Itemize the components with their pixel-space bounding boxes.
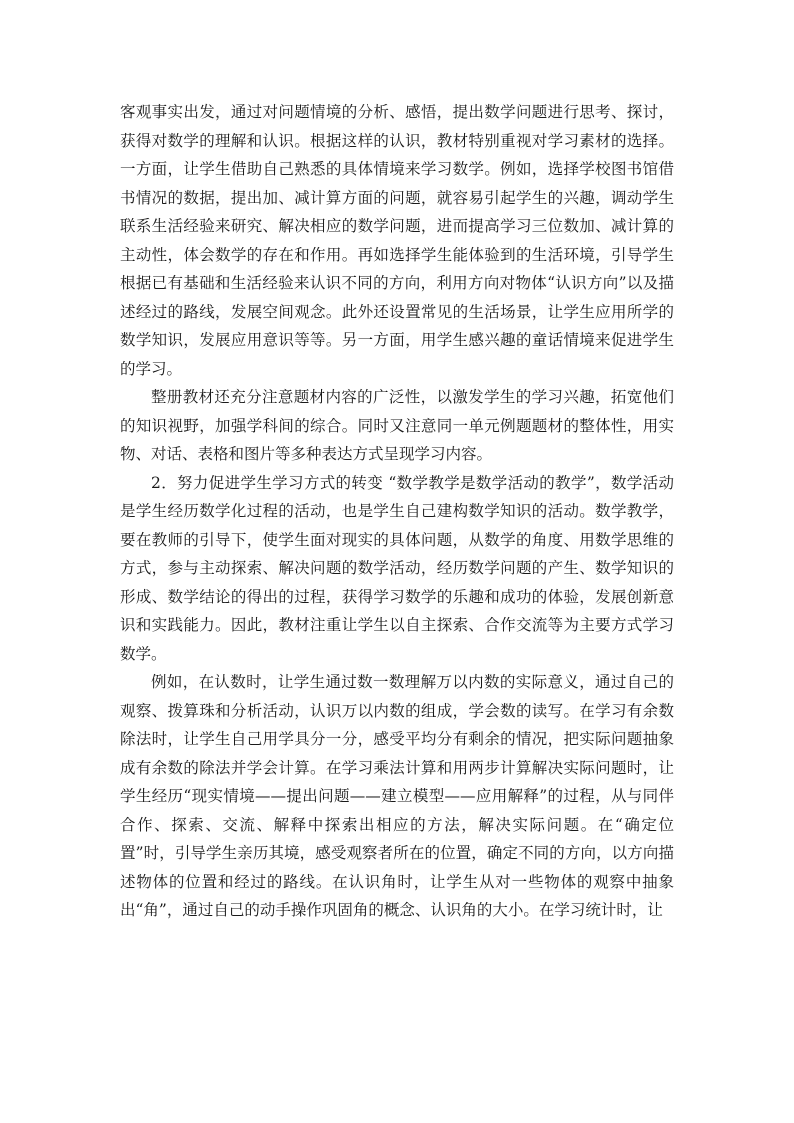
- document-body: [120, 98, 674, 925]
- paragraph-1: 客观事实出发，通过对问题情境的分析、感悟，提出数学问题进行思考、探讨，获得对数学的理解和认识。根据这样的认识，教材特别重视对学习素材的选择。一方面，让学生借助自己熟悉的具体情境来学习数学。例如，选择学校图书馆借书情况的数据，提出加、减计算方面的问题，就容易引起学生的兴趣，调动学生联系生活经验来研究、解决相应的数学问题，进而提高学习三位数加、减计算的主动性，体会数学的存在和作用。再如选择学生能体验到的生活环境，引导学生根据已有基础和生活经验来认识不同的方向，利用方向对物体“认识方向”以及描述经过的路线，发展空间观念。此外还设置常见的生活场景，让学生应用所学的数学知识，发展应用意识等等。另一方面，用学生感兴趣的童话情境来促进学生的学习。: [120, 103, 674, 378]
- paragraph-3: 2．努力促进学生学习方式的转变 “数学教学是数学活动的教学”，数学活动是学生经历数学化过程的活动，也是学生自己建构数学知识的活动。数学教学，要在教师的引导下，使学生面对现实的具体问题，从数学的角度、用数学思维的方式，参与主动探索、解决问题的数学活动，经历数学问题的产生、数学知识的形成、数学结论的得出的过程，获得学习数学的乐趣和成功的体验，发展创新意识和实践能力。因此，教材注重让学生以自主探索、合作交流等为主要方式学习数学。: [120, 473, 674, 663]
- paragraph-2: 整册教材还充分注意题材内容的广泛性，以激发学生的学习兴趣，拓宽他们的知识视野，加强学科间的综合。同时又注意同一单元例题题材的整体性，用实物、对话、表格和图片等多种表达方式呈现学习内容。: [120, 388, 674, 463]
- paragraph-4: 例如，在认数时，让学生通过数一数理解万以内数的实际意义，通过自己的观察、拨算珠和分析活动，认识万以内数的组成，学会数的读写。在学习有余数除法时，让学生自己用学具分一分，感受平均分有剩余的情况，把实际问题抽象成有余数的除法并学会计算。在学习乘法计算和用两步计算解决实际问题时，让学生经历“现实情境——提出问题——建立模型——应用解释”的过程，从与同伴合作、探索、交流、解释中探索出相应的方法，解决实际问题。在“确定位置”时，引导学生亲历其境，感受观察者所在的位置，确定不同的方向，以方向描述物体的位置和经过的路线。在认识角时，让学生从对一些物体的观察中抽象出“角”，通过自己的动手操作巩固角的概念、认识角的大小。在学习统计时，让: [120, 673, 674, 919]
